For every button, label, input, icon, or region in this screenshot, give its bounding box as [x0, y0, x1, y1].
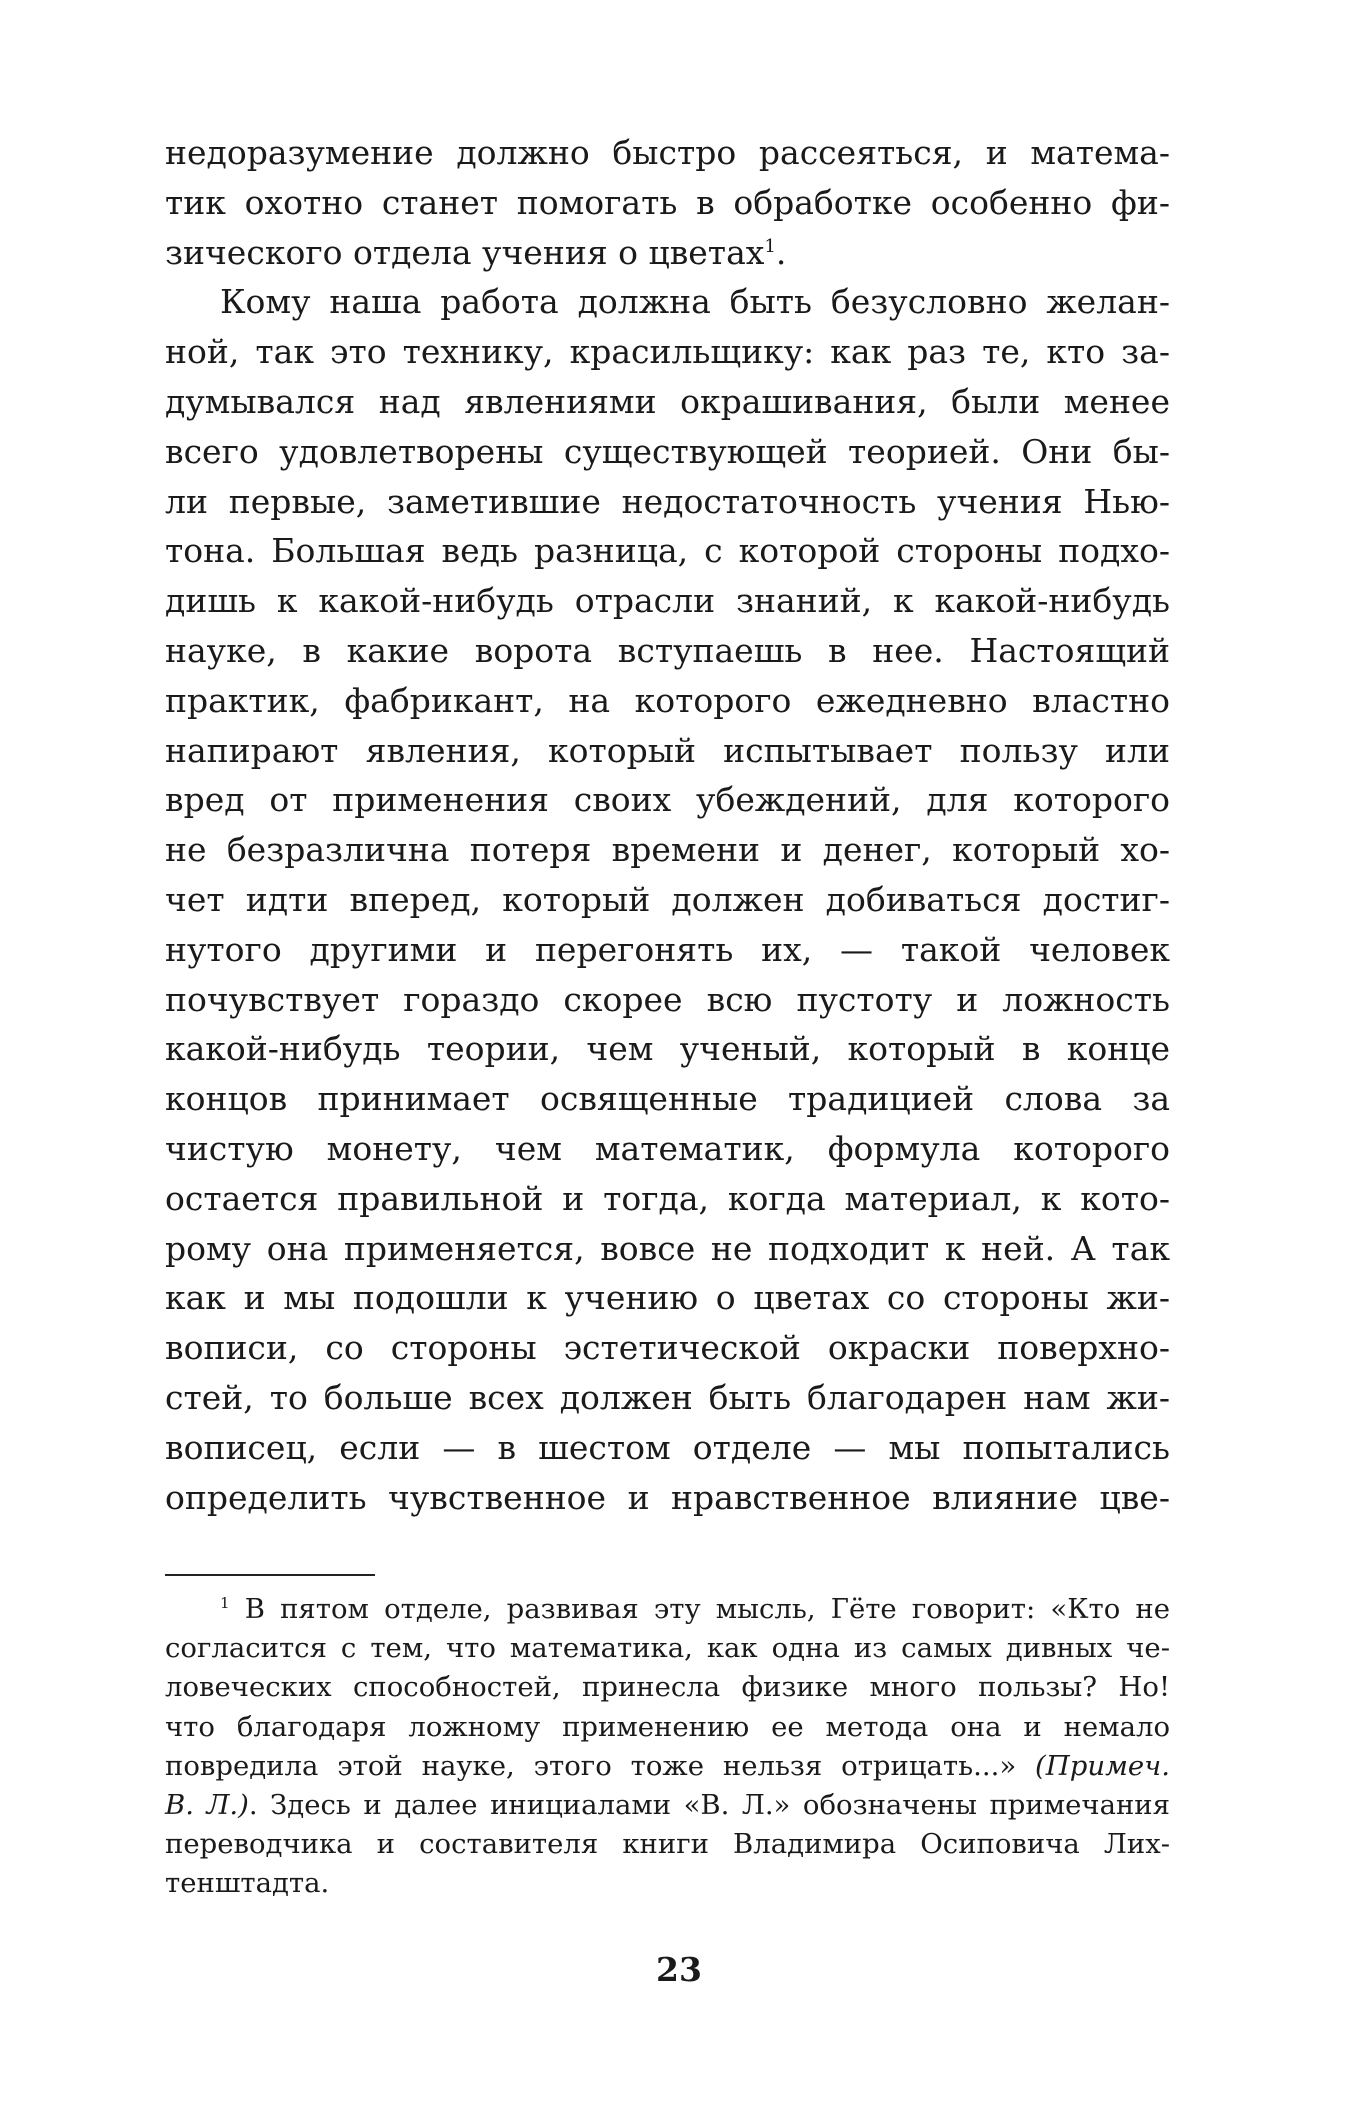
text-line: Кому наша работа должна быть безусловно желан-	[220, 282, 1170, 322]
text-line: определить чувственное и нравственное влияние цве-	[165, 1477, 1170, 1517]
text-line: как и мы подошли к учению о цветах со стороны жи-	[165, 1278, 1170, 1318]
footnote-line: что благодаря ложному применению ее метода она и немало	[165, 1710, 1170, 1743]
page-body	[165, 128, 1170, 1522]
page-number: 23	[656, 1950, 702, 1989]
text-fragment: повредила этой науке, этого тоже нельзя отрицать...»	[165, 1749, 1036, 1782]
footnote-line: тенштадта.	[165, 1867, 330, 1900]
footnote-ref[interactable]: 1	[764, 235, 776, 257]
text-line	[165, 228, 1170, 278]
text-line: дишь к какой-нибудь отрасли знаний, к какой-нибудь	[165, 581, 1170, 621]
text-line: вред от применения своих убеждений, для которого	[165, 780, 1170, 820]
footnote-line	[165, 1786, 1170, 1825]
footnote	[165, 1590, 1170, 1904]
text-fragment: зического отдела учения о цветах	[165, 232, 765, 272]
text-line: вописец, если — в шестом отделе — мы попытались	[165, 1427, 1170, 1467]
text-line: ли первые, заметившие недостаточность учения Нью-	[165, 481, 1170, 521]
footnote-divider	[165, 1574, 375, 1576]
text-line: нутого другими и перегонять их, — такой человек	[165, 929, 1170, 969]
text-fragment: В пятом отделе, развивая эту мысль, Гёте говорит: «Кто не	[244, 1593, 1170, 1625]
text-line: практик, фабрикант, на которого ежедневно властно	[165, 680, 1170, 720]
footnote-line	[165, 1590, 1170, 1629]
text-line: чет идти вперед, который должен добиваться достиг-	[165, 879, 1170, 919]
text-fragment: .	[775, 232, 787, 272]
text-line: почувствует гораздо скорее всю пустоту и ложность	[165, 979, 1170, 1019]
text-line: не безразлична потеря времени и денег, который хо-	[165, 830, 1170, 870]
text-line: напирают явления, который испытывает пользу или	[165, 730, 1170, 770]
text-line: остается правильной и тогда, когда материал, к кото-	[165, 1178, 1170, 1218]
text-fragment-italic: (Примеч.	[1035, 1749, 1170, 1782]
text-fragment-italic: В. Л.)	[165, 1788, 249, 1821]
footnote-line: ловеческих способностей, принесла физике много пользы? Но!	[165, 1671, 1170, 1704]
text-line: ной, так это технику, красильщику: как раз те, кто за-	[165, 332, 1170, 372]
text-line: тона. Большая ведь разница, с которой стороны подхо-	[165, 531, 1170, 571]
text-line: недоразумение должно быстро рассеяться, и матема-	[165, 133, 1170, 172]
text-line: чистую монету, чем математик, формула которого	[165, 1128, 1170, 1168]
text-line: вописи, со стороны эстетической окраски поверхно-	[165, 1328, 1170, 1368]
text-line: стей, то больше всех должен быть благодарен нам жи-	[165, 1377, 1170, 1417]
footnote-line: переводчика и составителя книги Владимира Осиповича Лих-	[165, 1828, 1170, 1861]
text-line: всего удовлетворены существующей теорией. Они бы-	[165, 431, 1170, 471]
text-line: какой-нибудь теории, чем ученый, который в конце	[165, 1029, 1170, 1069]
text-line: тик охотно станет помогать в обработке особенно фи-	[165, 182, 1170, 222]
footnote-line: согласится с тем, что математика, как одна из самых дивных че-	[165, 1632, 1170, 1665]
footnote-marker: 1	[220, 1593, 230, 1612]
text-line: рому она применяется, вовсе не подходит к ней. А так	[165, 1228, 1170, 1268]
text-line: думывался над явлениями окрашивания, были менее	[165, 381, 1170, 421]
text-line: науке, в какие ворота вступаешь в нее. Настоящий	[165, 630, 1170, 670]
text-line: концов принимает освященные традицией слова за	[165, 1079, 1170, 1119]
text-fragment: . Здесь и далее инициалами «В. Л.» обозначены примечания	[248, 1788, 1170, 1821]
footnote-line	[165, 1747, 1170, 1786]
